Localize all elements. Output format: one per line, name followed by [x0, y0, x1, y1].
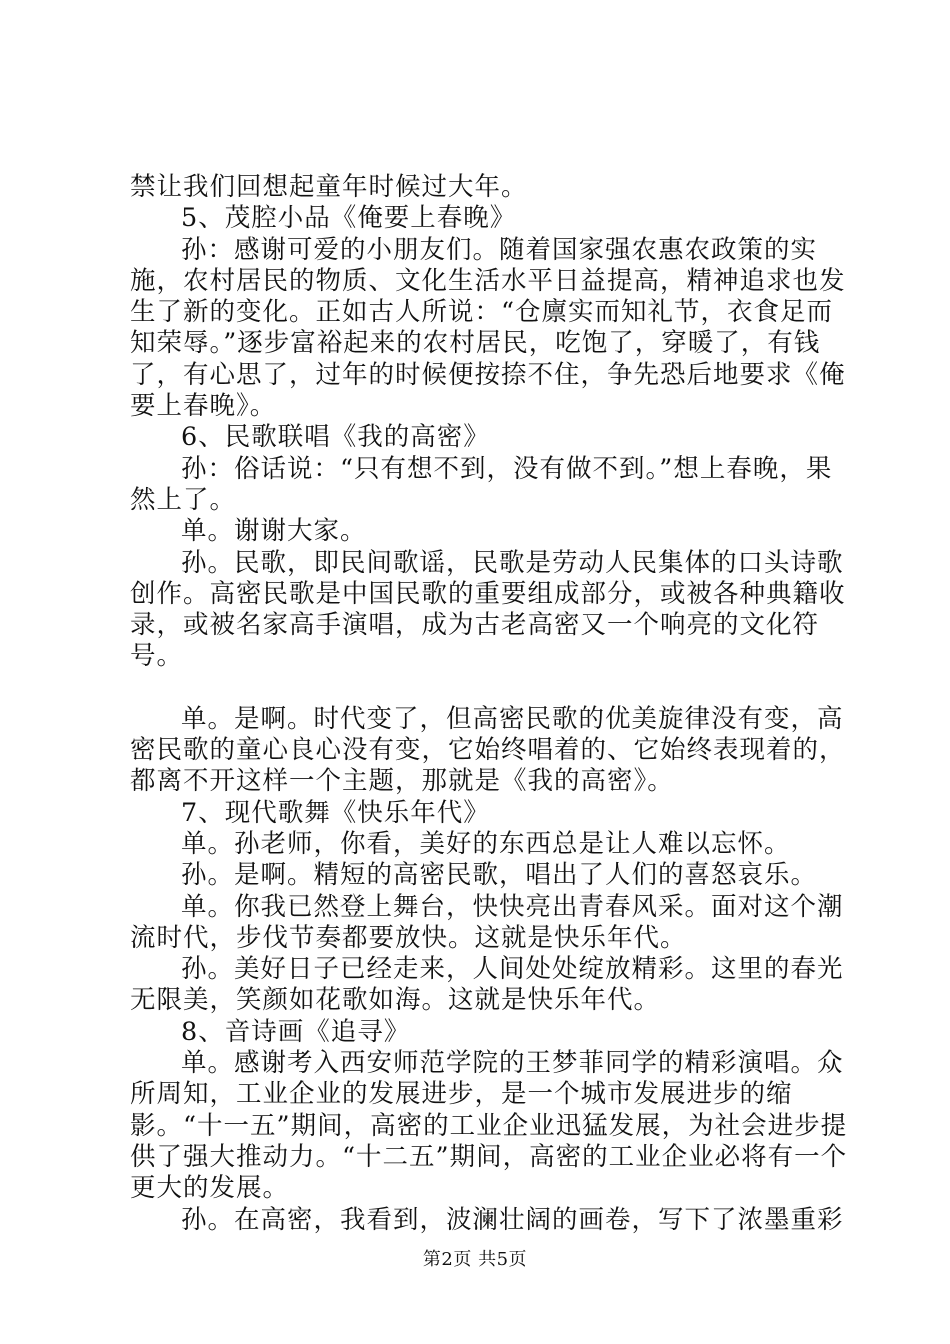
- document-body: [130, 172, 850, 1236]
- paragraph: 单。是啊。时代变了，但高密民歌的优美旋律没有变，高密民歌的童心良心没有变，它始终唱着的、它始终表现着的，都离不开这样一个主题，那就是《我的高密》。: [130, 703, 846, 797]
- paragraph: 单。你我已然登上舞台，快快亮出青春风采。面对这个潮流时代，步伐节奏都要放快。这就是快乐年代。: [130, 891, 844, 953]
- paragraph: 禁让我们回想起童年时候过大年。: [130, 172, 528, 202]
- paragraph: 单。谢谢大家。: [181, 516, 367, 547]
- paragraph: 孙。在高密，我看到，波澜壮阔的画卷，写下了浓墨重彩: [181, 1204, 844, 1235]
- section-heading: 7、现代歌舞《快乐年代》: [181, 797, 490, 828]
- paragraph: 孙。是啊。精短的高密民歌，唱出了人们的喜怒哀乐。: [181, 860, 818, 891]
- paragraph: 孙：感谢可爱的小朋友们。随着国家强农惠农政策的实施，农村居民的物质、文化生活水平日益提高，精神追求也发生了新的变化。正如古人所说：“仓廪实而知礼节，衣食足而知荣辱。”逐步富裕起来的农村居民，吃饱了，穿暖了，有钱了，有心思了，过年的时候便按捺不住，争先恐后地要求《俺要上春晚》。: [130, 234, 846, 422]
- paragraph: 单。孙老师，你看，美好的东西总是让人难以忘怀。: [181, 828, 791, 859]
- paragraph: 孙。民歌，即民间歌谣，民歌是劳动人民集体的口头诗歌创作。高密民歌是中国民歌的重要组成部分，或被各种典籍收录，或被名家高手演唱，成为古老高密又一个响亮的文化符号。: [130, 547, 846, 672]
- section-heading: 8、音诗画《追寻》: [181, 1016, 411, 1047]
- section-heading: 6、民歌联唱《我的高密》: [181, 422, 490, 453]
- page-number-footer: 第2页 共5页: [422, 1249, 528, 1270]
- paragraph: 孙：俗话说：“只有想不到，没有做不到。”想上春晚，果然上了。: [130, 453, 833, 515]
- section-heading: 5、茂腔小品《俺要上春晚》: [181, 203, 517, 234]
- paragraph-gap: [130, 673, 850, 704]
- paragraph: 孙。美好日子已经走来，人间处处绽放精彩。这里的春光无限美，笑颜如花歌如海。这就是快乐年代。: [130, 954, 844, 1016]
- paragraph: 单。感谢考入西安师范学院的王梦菲同学的精彩演唱。众所周知，工业企业的发展进步，是一个城市发展进步的缩影。“十一五”期间，高密的工业企业迅猛发展，为社会进步提供了强大推动力。“十二五”期间，高密的工业企业必将有一个更大的发展。: [130, 1048, 848, 1204]
